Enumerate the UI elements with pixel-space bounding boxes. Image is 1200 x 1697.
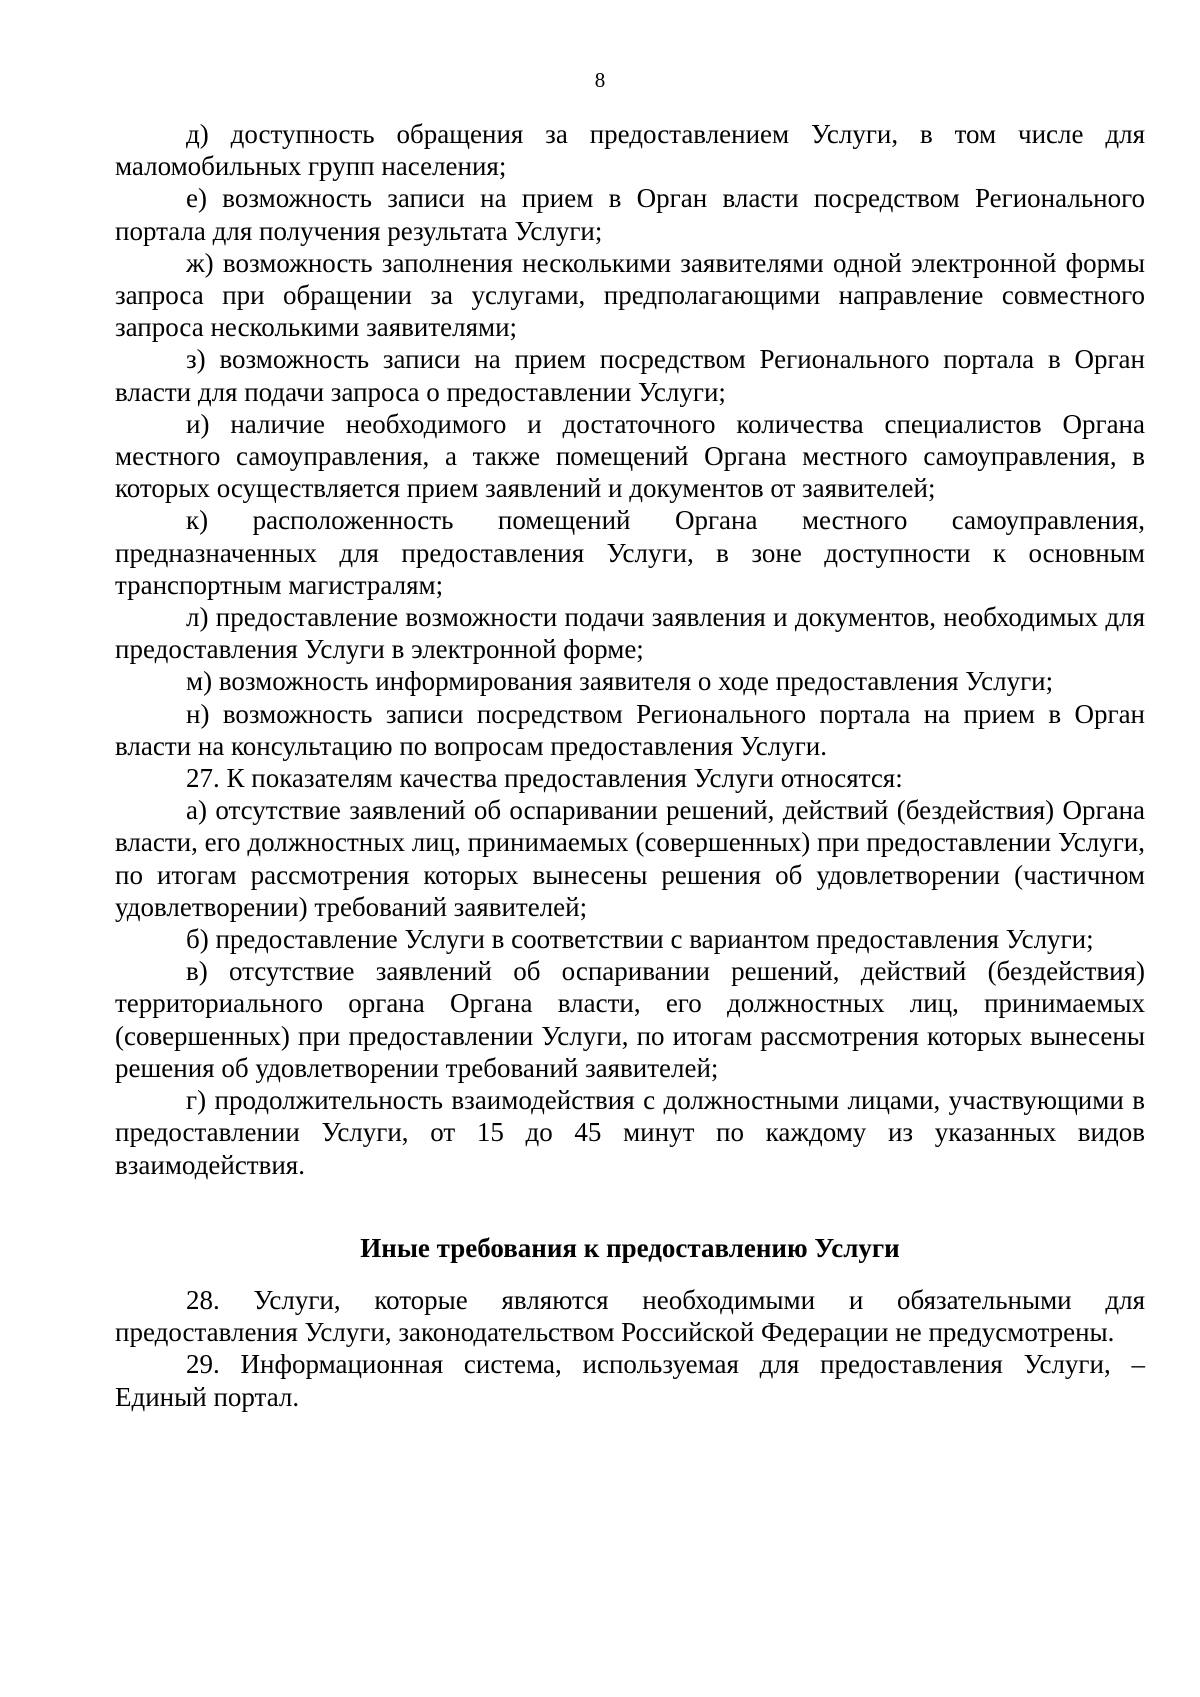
document-body bbox=[115, 118, 1145, 1413]
paragraph-27-g: г) продолжительность взаимодействия с должностными лицами, участвующими в предоставлении Услуги, от 15 до 45 минут по каждому из указанных видов взаимодействия. bbox=[115, 1085, 1145, 1180]
spacer bbox=[115, 1264, 1145, 1284]
paragraph-k: к) расположенность помещений Органа местного самоуправления, предназначенных для предоставления Услуги, в зоне доступности к основным транспортным магистралям; bbox=[115, 505, 1145, 600]
paragraph-27-a: а) отсутствие заявлений об оспаривании решений, действий (бездействия) Органа власти, его должностных лиц, принимаемых (совершенных) при предоставлении Услуги, по итогам рассмотрения которых вынесены решения об удовлетворении (частичном удовлетворении) требований заявителей; bbox=[115, 795, 1145, 922]
page-number: 8 bbox=[594, 68, 606, 92]
section-heading: Иные требования к предоставлению Услуги bbox=[360, 1232, 900, 1263]
paragraph-i: и) наличие необходимого и достаточного количества специалистов Органа местного самоуправления, а также помещений Органа местного самоуправления, в которых осуществляется прием заявлений и документов от заявителей; bbox=[115, 408, 1145, 504]
paragraph-27-b: б) предоставление Услуги в соответствии с вариантом предоставления Услуги; bbox=[186, 924, 1094, 955]
paragraph-27-v: в) отсутствие заявлений об оспаривании решений, действий (бездействия) территориального органа Органа власти, его должностных лиц, принимаемых (совершенных) при предоставлении Услуги, по итогам рассмотрения которых вынесены решения об удовлетворении требований заявителей; bbox=[115, 956, 1145, 1083]
paragraph-z: з) возможность записи на прием посредством Регионального портала в Орган власти для подачи запроса о предоставлении Услуги; bbox=[115, 344, 1145, 407]
paragraph-n: н) возможность записи посредством Регионального портала на прием в Орган власти на консультацию по вопросам предоставления Услуги. bbox=[115, 698, 1145, 761]
paragraph-l: л) предоставление возможности подачи заявления и документов, необходимых для предоставления Услуги в электронной форме; bbox=[115, 602, 1145, 665]
paragraph-m: м) возможность информирования заявителя о ходе предоставления Услуги; bbox=[186, 666, 1054, 697]
paragraph-e: е) возможность записи на прием в Орган власти посредством Регионального портала для получения результата Услуги; bbox=[115, 183, 1145, 246]
paragraph-zh: ж) возможность заполнения несколькими заявителями одной электронной формы запроса при обращении за услугами, предполагающими направление совместного запроса несколькими заявителями; bbox=[115, 247, 1145, 343]
paragraph-d: д) доступность обращения за предоставлением Услуги, в том числе для маломобильных групп населения; bbox=[115, 119, 1145, 182]
paragraph-29: 29. Информационная система, используемая для предоставления Услуги, – Единый портал. bbox=[115, 1349, 1145, 1412]
paragraph-28: 28. Услуги, которые являются необходимыми и обязательными для предоставления Услуги, законодательством Российской Федерации не предусмотрены. bbox=[115, 1284, 1145, 1348]
spacer bbox=[115, 1181, 1145, 1232]
paragraph-27: 27. К показателям качества предоставления Услуги относятся: bbox=[186, 763, 903, 794]
